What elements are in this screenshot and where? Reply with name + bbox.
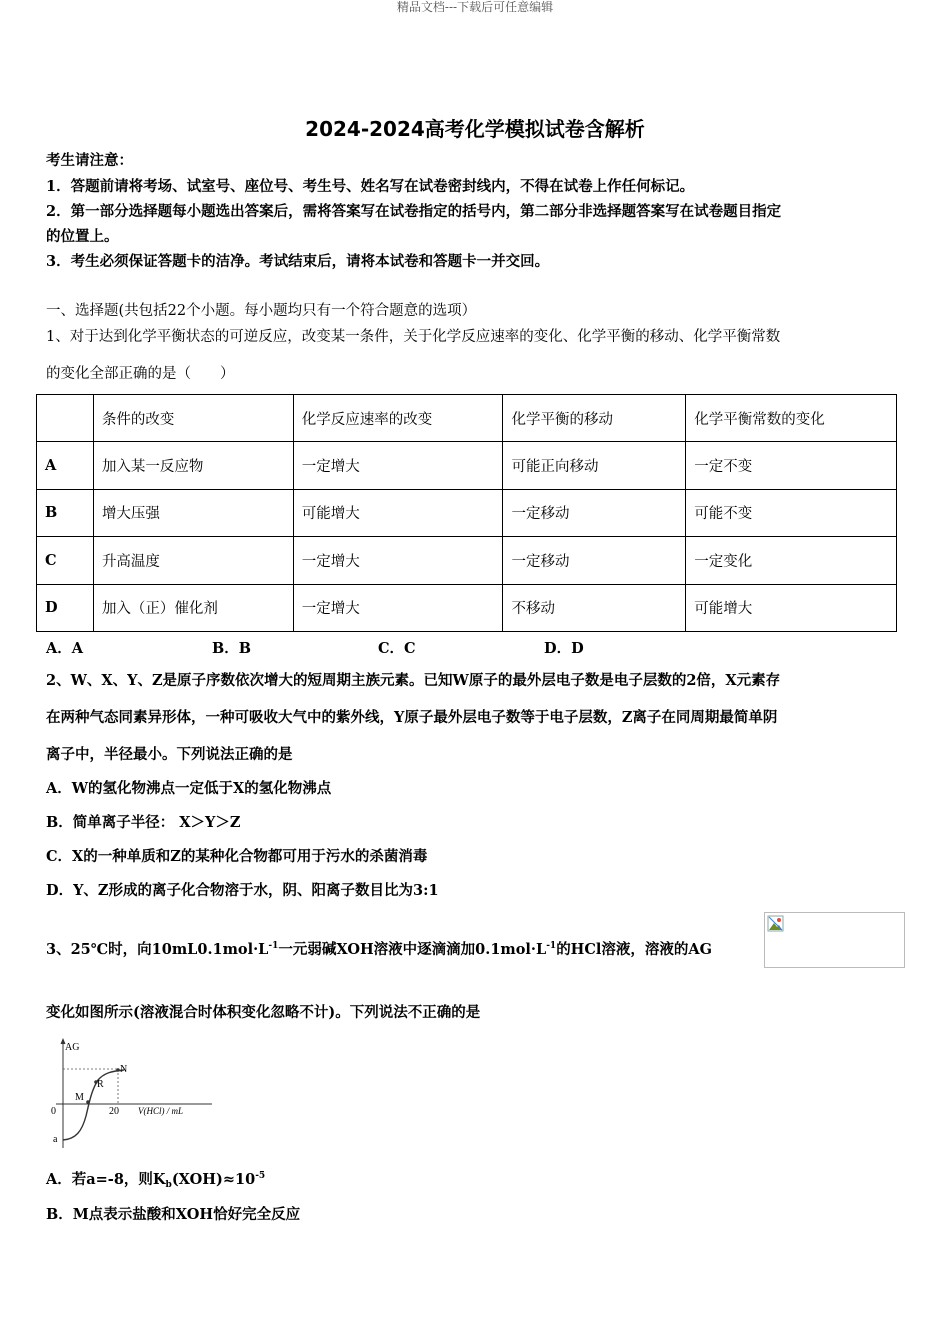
q2-option-a[interactable]: A．W的氢化物沸点一定低于X的氢化物沸点	[46, 780, 332, 797]
x-axis-label: V(HCl) / mL	[138, 1106, 183, 1116]
table-row	[37, 537, 897, 584]
table-cell: 加入（正）催化剂	[93, 584, 293, 631]
table-cell: 一定不变	[686, 442, 897, 489]
a-label: a	[53, 1134, 58, 1145]
table-header-row	[37, 395, 897, 442]
q3-superscript: -1	[546, 941, 557, 951]
table-row	[37, 489, 897, 536]
notice-item: 3．考生必须保证答题卡的洁净。考试结束后，请将本试卷和答题卡一并交回。	[46, 253, 550, 270]
y-axis-label: AG	[65, 1042, 80, 1053]
table-cell: 可能增大	[686, 584, 897, 631]
table-cell: C	[37, 537, 94, 584]
q3-text: 一元弱碱XOH溶液中逐滴滴加0.1mol·L	[278, 941, 547, 958]
q2-stem: 2、W、X、Y、Z是原子序数依次增大的短周期主族元素。已知W原子的最外层电子数是电子层数的2倍，X元素存	[46, 672, 781, 689]
q2-option-b[interactable]: B．简单离子半径： X＞Y＞Z	[46, 814, 241, 831]
notice-item: 2．第一部分选择题每小题选出答案后，需将答案写在试卷指定的括号内，第二部分非选择题答案写在试卷题目指定	[46, 203, 782, 220]
answer-option-a[interactable]: A．A	[46, 640, 84, 657]
q3-option-text: A．若a=-8，则K	[46, 1171, 166, 1188]
broken-image-icon	[767, 915, 785, 933]
table-header-cell: 条件的改变	[93, 395, 293, 442]
ag-titration-graph	[46, 1036, 214, 1154]
q3-subscript: b	[165, 1180, 172, 1190]
table-cell: 一定变化	[686, 537, 897, 584]
table-row	[37, 584, 897, 631]
q3-superscript: -5	[255, 1171, 266, 1181]
q3-stem	[46, 940, 712, 960]
q2-option-c[interactable]: C．X的一种单质和Z的某种化合物都可用于污水的杀菌消毒	[46, 848, 428, 865]
section-heading: 一、选择题(共包括22个小题。每小题均只有一个符合题意的选项）	[46, 303, 477, 319]
q2-option-d[interactable]: D．Y、Z形成的离子化合物溶于水，阴、阳离子数目比为3:1	[46, 882, 439, 899]
point-m	[86, 1100, 90, 1104]
table-cell: 不移动	[503, 584, 686, 631]
q2-stem-cont: 离子中，半径最小。下列说法正确的是	[46, 746, 293, 763]
q1-stem: 1、对于达到化学平衡状态的可逆反应，改变某一条件，关于化学反应速率的变化、化学平衡的移动、化学平衡常数	[46, 329, 781, 345]
table-cell: 一定移动	[503, 537, 686, 584]
q3-stem-cont: 变化如图所示(溶液混合时体积变化忽略不计)。下列说法不正确的是	[46, 1004, 481, 1021]
notice-item: 的位置上。	[46, 228, 119, 245]
q3-superscript: -1	[268, 941, 279, 951]
broken-image-placeholder	[764, 912, 905, 968]
table-header-cell: 化学反应速率的改变	[293, 395, 503, 442]
q3-option-text: (XOH)≈10	[171, 1171, 256, 1188]
q1-answers	[46, 637, 584, 658]
table-cell: 可能增大	[293, 489, 503, 536]
q3-option-a[interactable]	[46, 1170, 265, 1190]
table-cell: 加入某一反应物	[93, 442, 293, 489]
table-header-cell	[37, 395, 94, 442]
m-label: M	[75, 1092, 84, 1103]
table-cell: 升高温度	[93, 537, 293, 584]
table-cell: 增大压强	[93, 489, 293, 536]
origin-label: 0	[51, 1106, 56, 1117]
table-cell: 一定增大	[293, 537, 503, 584]
answer-option-c[interactable]: C．C	[378, 640, 416, 657]
table-cell: 一定增大	[293, 442, 503, 489]
n-label: N	[120, 1064, 128, 1075]
q1-stem-cont: 的变化全部正确的是（ ）	[46, 366, 235, 382]
table-header-cell: 化学平衡常数的变化	[686, 395, 897, 442]
answer-option-d[interactable]: D．D	[544, 640, 584, 657]
page-title: 2024-2024高考化学模拟试卷含解析	[305, 117, 645, 141]
watermark: 精品文档---下载后可任意编辑	[396, 0, 554, 14]
table-cell: 一定增大	[293, 584, 503, 631]
table-row	[37, 442, 897, 489]
r-label: R	[97, 1079, 104, 1090]
table-cell: 一定移动	[503, 489, 686, 536]
q2-stem-cont: 在两种气态同素异形体，一种可吸收大气中的紫外线，Y原子最外层电子数等于电子层数，Z离子在同周期最简单阴	[46, 709, 778, 726]
table-header-cell: 化学平衡的移动	[503, 395, 686, 442]
answer-option-b[interactable]: B．B	[212, 640, 252, 657]
notice-heading: 考生请注意：	[46, 152, 133, 169]
table-cell: B	[37, 489, 94, 536]
table-cell: 可能正向移动	[503, 442, 686, 489]
q3-option-b[interactable]: B．M点表示盐酸和XOH恰好完全反应	[46, 1206, 301, 1223]
q3-text: 的HCl溶液，溶液的AG	[556, 941, 713, 958]
table-cell: A	[37, 442, 94, 489]
table-cell: D	[37, 584, 94, 631]
notice-item: 1．答题前请将考场、试室号、座位号、考生号、姓名写在试卷密封线内，不得在试卷上作任何标记。	[46, 178, 695, 195]
q3-text: 3、25℃时，向10mL0.1mol·L	[46, 941, 269, 958]
q1-table	[36, 394, 897, 632]
titration-curve	[63, 1070, 124, 1140]
table-cell: 可能不变	[686, 489, 897, 536]
x-tick-label: 20	[109, 1106, 119, 1117]
